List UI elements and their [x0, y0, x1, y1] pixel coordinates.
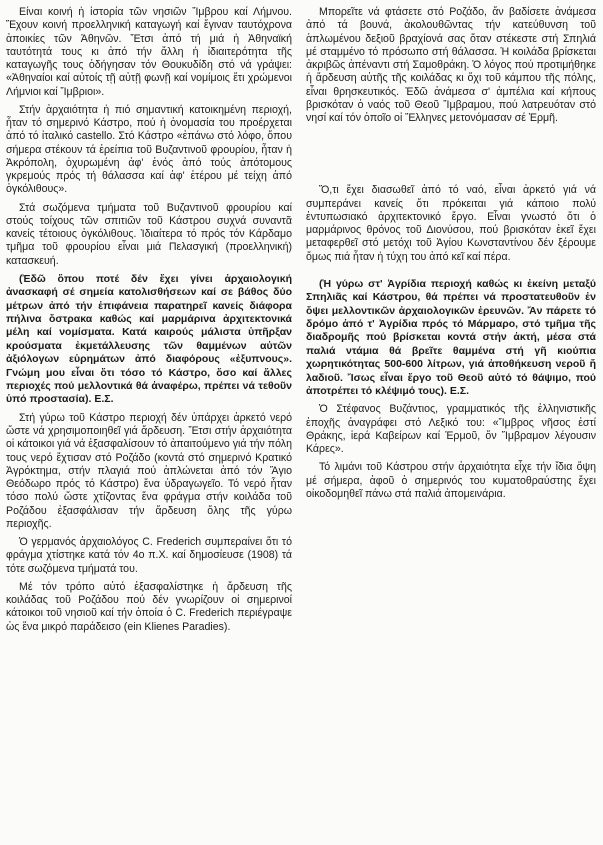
paragraph-reach-rozado: Μπορεῖτε νά φτάσετε στό Ροζάδο, ἄν βαδίσετε ἀνάμεσα ἀπό τά βουνά, ἀκολουθῶντας τήν κατεύθυνση τοῦ ἁπλωμένου δεξιοῦ βραχίονά σας ὅταν στέκεστε στή Σπηλιά μέ σταμμένο τό πρόσωπο στή θάλασσα. Ἡ κοιλάδα βρίσκεται ἀκριβῶς ἀπέναντι στή Σαμοθράκη. Ὁ λόγος πού προτιμήθηκε ἡ ἄρδευση αὐτῆς τῆς κοιλάδας κι ὄχι τοῦ κάμπου τῆς πόλης, εἶναι θρησκευτικός. Ἐδῶ ἀνάμεσα σ' ἀμπέλια καί κήπους βρισκόταν ὁ ναός τοῦ Θεοῦ Ἴμβραμου, πού λατρευόταν στό νησί καί τόν ὁποῖο οἱ Ἕλληνες μετονόμασαν σέ Ἑρμῆ.: [306, 6, 596, 124]
paragraph-editor-note-kastro: (Ἐδῶ ὅπου ποτέ δέν ἔχει γίνει ἀρχαιολογική ἀνασκαφή σέ σημεία κατολισθήσεων καί σε βάθος δύο μέτρων ἀπό τήν ἐπιφάνεια παρατηρεῖ κανείς διάφορα πήλινα ὄστρακα καθώς καί μαρμάρινα ἀρχιτεκτονικά μέλη καί νομίσματα. Κατά καιρούς μάλιστα ὑπῆρξαν κρούσματα ἐκμετάλλευσης τῶν θαμμένων αὐτῶν ἀξιόλογων εὑρημάτων ἀπό διαφόρους «ἐξυπνους». Γνώμη μου εἶναι ὅτι τόσο τό Κάστρο, ὅσο καί ἄλλες περιοχές πού μελλοντικά θά ἀναφέρω, πρέπει νά τεθοῦν ὑπό προστασία). Ε.Σ.: [6, 272, 292, 406]
paragraph-islands-history: Είναι κοινή ἡ ἱστορία τῶν νησιῶν Ἴμβρου καί Λήμνου. Ἔχουν κοινή προελληνική καταγωγή καί ἔγιναν ταυτόχρονα ἀποικίες τῶν Ἀθηνῶν. Ἔτσι ἀπό τή μιά ἡ Ἀθηναϊκή ταυτότητά τους κι ἀπό τήν ἄλλη ἡ ἰδιαιτερότητα τῆς καταγωγῆς τους ὁδήγησαν τόν Θουκυδίδη στό νά γράψει: «Ἀθηναίοι καί αὐτοίς τῇ αὐτῇ φωνῇ καί νομίμοις ἔτι χρώμενοι Λήμνιοι καί Ἴμβριοι».: [6, 6, 292, 98]
column-gap-small: [306, 269, 596, 278]
right-column: [306, 6, 596, 506]
paragraph-temple-remains: Ὅ,τι ἔχει διασωθεῖ ἀπό τό ναό, εἶναι ἀρκετό γιά νά συμπεράνει κανείς ὅτι πρόκειται γιά κάποιο πολύ ἐντυπωσιακό ἀρχιτεκτονικό ἔργο. Εἶναι γνωστό ὅτι ὁ μαρμάρινος θρόνος τοῦ Διονύσου, πού βρισκόταν ἐκεῖ ἔχει μεταφερθεῖ στό μετόχι τοῦ Ἁγίου Κωνσταντίνου δέν ξέρουμε ὅμως πιά ἦταν ἡ τύχη του ἀπό κεῖ καί πέρα.: [306, 184, 596, 263]
paragraph-kastro-harbour: Τό λιμάνι τοῦ Κάστρου στήν ἀρχαιότητα εἶχε τήν ἴδια ὄψη μέ σήμερα, ἀφοῦ ὁ σημερινός του κυματοθραύστης ἔχει οἰκοδομηθεῖ πάνω στά παλιά ἀπομεινάρια.: [306, 461, 596, 500]
paragraph-kastro-settlement: Στήν ἀρχαιότητα ἡ πιό σημαντική κατοικημένη περιοχή, ἦταν τό σημερινό Κάστρο, πού ἡ ὀνομασία του προέρχεται ἀπό τό ἰταλικό castello. Στό Κάστρο «ἐπάνω στό λόφο, ὅπου σήμερα στέκουν τά ἐρείπια τοῦ Βυζαντινοῦ φρουρίου, ἦταν ἡ Ἀκρόπολη, ὀχυρωμένη ἀφ' ἑνός ἀπό τούς ἀπότομους γκρεμούς πρός τή θάλασσα καί ἀφ' ἑτέρου μέ τείχη ἀπό ὀγκόλιθους».: [6, 103, 292, 196]
paragraph-water-supply: Στή γύρω τοῦ Κάστρο περιοχή δέν ὑπάρχει ἀρκετό νερό ὥστε νά χρησιμοποιηθεῖ γιά ἄρδευση. Ἔτσι στήν ἀρχαιότητα οἱ κάτοικοι γιά νά ἐξασφαλίσουν τό ἀπαιτούμενο γιά τήν πόλη τους νερό ἔχτισαν στό Ροζάδο (κοντά στό σημερινό Κρατικό Ἀγρόκτημα, στήν πλαγιά πού ἁπλώνεται ἀπό τόν Ἅγιο Θεόδωρο πρός τό Κάστρο) ἕνα ὑδραγωγεῖο. Τό νερό ἦταν τόσο πολύ ὥστε χτίζοντας ἕνα φράγμα στήν κοιλάδα τοῦ Ροζάδου ἐξασφάλισαν τήν ἄρδευση ὅλης τῆς γύρω περιοχῆς.: [6, 411, 292, 530]
paragraph-fortress-boulders: Στά σωζόμενα τμήματα τοῦ Βυζαντινοῦ φρουρίου καί στούς τοίχους τῶν σπιτιῶν τοῦ Κάστρου συχνά συναντᾶ κανείς τέτοιους ὀγκόλιθους. Ἰδιαίτερα τό πρός τόν Κάρδαμο τμῆμα τοῦ φρουρίου εἶναι μιά Πελασγική (προελληνική) κατασκευή.: [6, 201, 292, 267]
paragraph-rozado-irrigation: Μέ τόν τρόπο αὐτό ἐξασφαλίστηκε ἡ ἄρδευση τῆς κοιλάδας τοῦ Ροζάδου πού δέν γνωρίζουν οἱ σημερινοί κάτοικοι τοῦ νησιοῦ καί τήν ὁποία ὁ C. Frederich περιέγραψε ὡς ἕνα μικρό παράδεισο (ein Klienes Paradies).: [6, 580, 292, 633]
paragraph-stephanos-byzantios: Ὁ Στέφανος Βυζάντιος, γραμματικός τῆς ἑλληνιστικῆς ἐποχῆς ἀναγράφει στό Λεξικό του: «Ἴμβρος νῆσος ἐστί Θράκης, ἱερά Καβείρων καί Ἑρμοῦ, ὅν Ἴμβραμον λέγουσιν Κάρες».: [306, 403, 596, 456]
left-column: [6, 6, 292, 639]
column-gap: [306, 130, 596, 184]
paragraph-frederich-dam: Ὁ γερμανός ἀρχαιολόγος C. Frederich συμπεραίνει ὅτι τό φράγμα χτίστηκε κατά τόν 4ο π.Χ. καί δημοσίευσε (1908) τά τότε σωζόμενα τμήματά του.: [6, 536, 292, 575]
paragraph-editor-note-agridia: (Ἡ γύρω στ' Ἀγρίδια περιοχή καθώς κι ἐκείνη μεταξύ Σπηλιᾶς καί Κάστρου, θά πρέπει νά προστατευθοῦν ἐν ὄψει μελλοντικῶν ἀρχαιολογικῶν ἐρευνῶν. Ἄν πάρετε τό δρόμο ἀπό τ' Ἀγρίδια πρός τό Μάρμαρο, στό τμῆμα τῆς διαδρομῆς πού βρίσκεται κοντά στήν ἀκτή, μέσα στά παλιά ντάμια θά βρεῖτε θαμμένα στή γῆ κιούπια χωρητικότητας 500-600 λίτρων, γιά ἀποθήκευση νεροῦ ἤ λαδιοῦ. Ἴσως εἶναι ἔργο τοῦ Θεοῦ αὐτό τό θάψιμο, πού ἀποτρέπει τό κλέψιμό τους). Ε.Σ.: [306, 277, 596, 397]
